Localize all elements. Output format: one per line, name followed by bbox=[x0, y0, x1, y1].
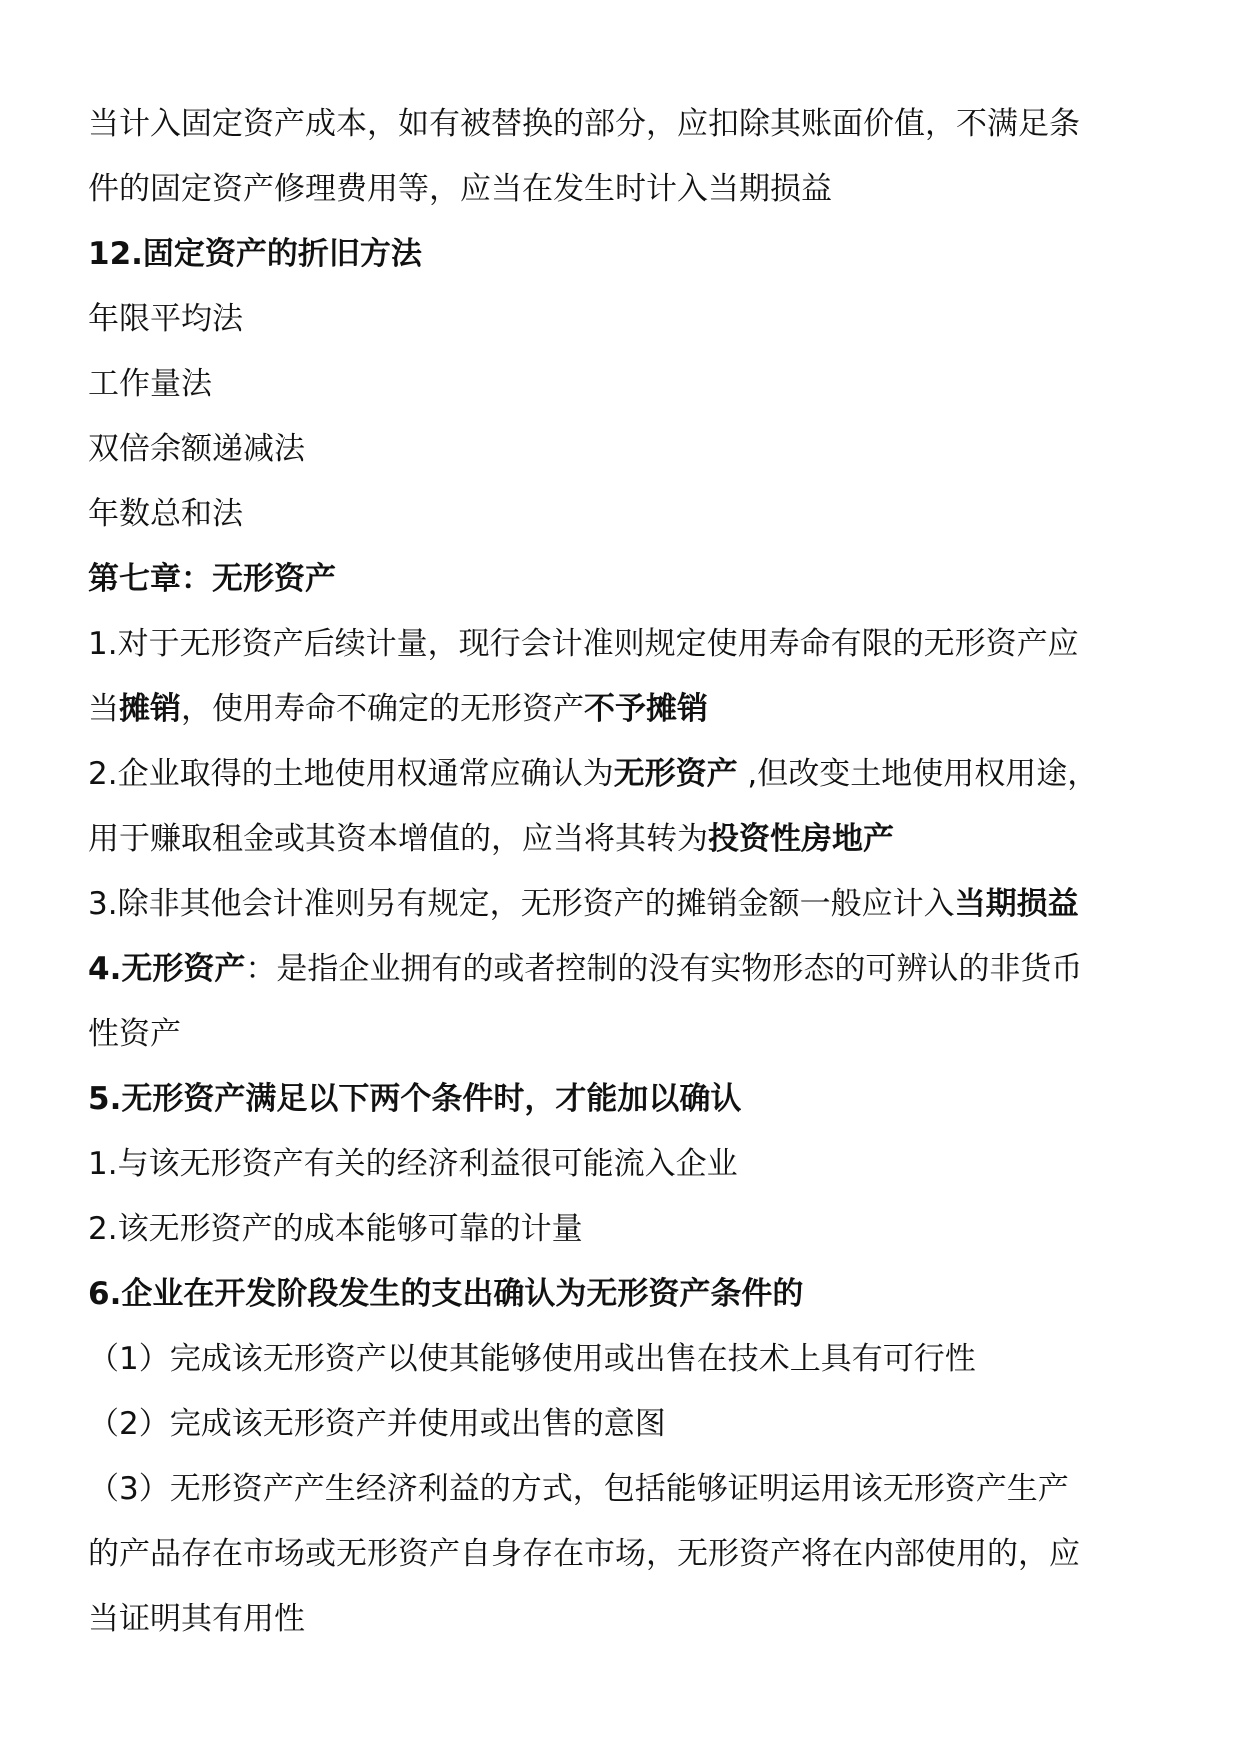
text-run: 2.企业取得的土地使用权通常应确认为 bbox=[88, 756, 614, 792]
text-run: ,但改变土地使用权用途， bbox=[737, 756, 1099, 792]
bold-term: 投资性房地产 bbox=[708, 821, 894, 857]
list-item-continuation: 的产品存在市场或无形资产自身存在市场，无形资产将在内部使用的，应 bbox=[88, 1536, 1080, 1572]
list-item: 1.与该无形资产有关的经济利益很可能流入企业 bbox=[88, 1146, 738, 1182]
bold-term: 无形资产 bbox=[613, 756, 738, 792]
section-heading-development: 6.企业在开发阶段发生的支出确认为无形资产条件的 bbox=[88, 1276, 804, 1312]
paragraph-2-line-1 bbox=[88, 742, 1163, 807]
text-run: ：是指企业拥有的或者控制的没有实物形态的可辨认的非货币 bbox=[245, 951, 1083, 987]
depreciation-method: 年数总和法 bbox=[88, 496, 243, 532]
paragraph-4-line-1 bbox=[88, 937, 1163, 1002]
depreciation-method: 年限平均法 bbox=[88, 301, 243, 337]
document-content bbox=[88, 92, 1163, 1652]
depreciation-method: 双倍余额递减法 bbox=[88, 431, 305, 467]
text-line: 件的固定资产修理费用等，应当在发生时计入当期损益 bbox=[88, 171, 832, 207]
paragraph-1-line-1: 1.对于无形资产后续计量，现行会计准则规定使用寿命有限的无形资产应 bbox=[88, 626, 1079, 662]
list-item: 2.该无形资产的成本能够可靠的计量 bbox=[88, 1211, 583, 1247]
text-run: ，使用寿命不确定的无形资产 bbox=[181, 691, 584, 727]
bold-term: 4.无形资产 bbox=[88, 951, 246, 987]
depreciation-method: 工作量法 bbox=[88, 366, 212, 402]
bold-term: 摊销 bbox=[119, 691, 181, 727]
bold-term: 当期损益 bbox=[954, 886, 1079, 922]
text-run: 3.除非其他会计准则另有规定，无形资产的摊销金额一般应计入 bbox=[88, 886, 955, 922]
chapter-title: 第七章：无形资产 bbox=[88, 561, 336, 597]
paragraph-4-line-2: 性资产 bbox=[88, 1016, 181, 1052]
list-item-continuation: 当证明其有用性 bbox=[88, 1601, 305, 1637]
list-item: （2）完成该无形资产并使用或出售的意图 bbox=[88, 1406, 666, 1442]
list-item: （1）完成该无形资产以使其能够使用或出售在技术上具有可行性 bbox=[88, 1341, 976, 1377]
text-run: 用于赚取租金或其资本增值的，应当将其转为 bbox=[88, 821, 708, 857]
paragraph-3 bbox=[88, 872, 1163, 937]
section-heading-recognition: 5.无形资产满足以下两个条件时，才能加以确认 bbox=[88, 1081, 742, 1117]
section-heading-depreciation: 12.固定资产的折旧方法 bbox=[88, 236, 422, 272]
paragraph-1-line-2 bbox=[88, 677, 1163, 742]
bold-term: 不予摊销 bbox=[584, 691, 708, 727]
list-item: （3）无形资产产生经济利益的方式，包括能够证明运用该无形资产生产 bbox=[88, 1471, 1069, 1507]
text-run: 当 bbox=[88, 691, 119, 727]
paragraph-2-line-2 bbox=[88, 807, 1163, 872]
text-line: 当计入固定资产成本，如有被替换的部分，应扣除其账面价值，不满足条 bbox=[88, 106, 1080, 142]
